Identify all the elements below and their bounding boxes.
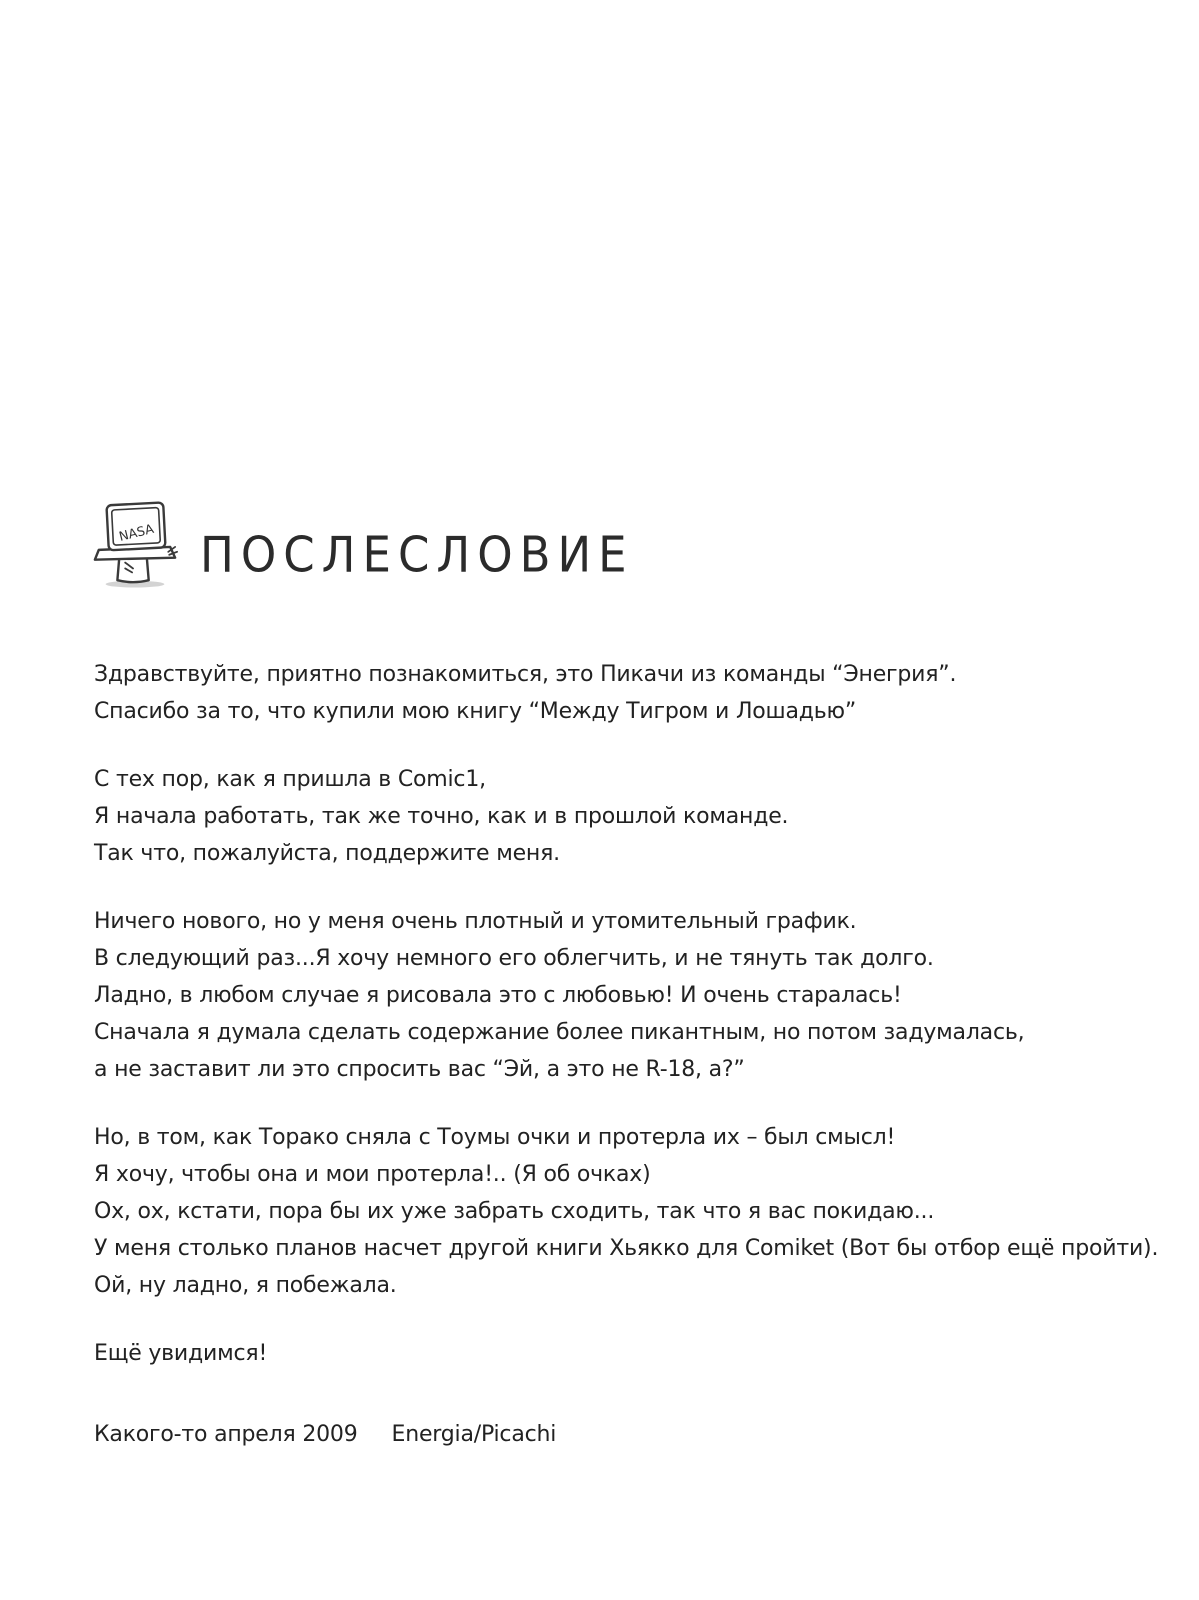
text-line: Ладно, в любом случае я рисовала это с любовью! И очень старалась! bbox=[94, 983, 902, 1008]
text-line: Ничего нового, но у меня очень плотный и утомительный график. bbox=[94, 909, 857, 934]
chibi-laptop-doodle-icon bbox=[86, 498, 184, 590]
paragraph-schedule bbox=[94, 903, 1149, 1088]
date-text: Какого-то апреля 2009 bbox=[94, 1422, 358, 1447]
text-line: Здравствуйте, приятно познакомиться, это Пикачи из команды “Энегрия”. bbox=[94, 662, 957, 687]
paragraph-torako bbox=[94, 1119, 1159, 1304]
text-line: У меня столько планов насчет другой книги Хьякко для Comiket (Вот бы отбор ещё пройти). bbox=[94, 1236, 1159, 1261]
text-line: В следующий раз...Я хочу немного его облегчить, и не тянуть так долго. bbox=[94, 946, 934, 971]
date-credit-line bbox=[94, 1416, 1149, 1453]
text-line: С тех пор, как я пришла в Comic1, bbox=[94, 767, 486, 792]
text-line: Но, в том, как Торако сняла с Тоумы очки и протерла их – был смысл! bbox=[94, 1125, 896, 1150]
text-line: Я начала работать, так же точно, как и в прошлой команде. bbox=[94, 804, 789, 829]
text-line: Ох, ох, кстати, пора бы их уже забрать сходить, так что я вас покидаю... bbox=[94, 1199, 935, 1224]
text-line: а не заставит ли это спросить вас “Эй, а это не R-18, а?” bbox=[94, 1057, 745, 1082]
paragraph-greeting bbox=[94, 656, 1149, 730]
text-line: Я хочу, чтобы она и мои протерла!.. (Я об очках) bbox=[94, 1162, 651, 1187]
text-line: Сначала я думала сделать содержание более пикантным, но потом задумалась, bbox=[94, 1020, 1025, 1045]
page-header bbox=[86, 498, 634, 590]
doodle-nasa-label: NASA bbox=[117, 520, 156, 544]
credit-text: Energia/Picachi bbox=[391, 1422, 557, 1447]
text-line: Спасибо за то, что купили мою книгу “Между Тигром и Лошадью” bbox=[94, 699, 857, 724]
afterword-text bbox=[94, 656, 1159, 1453]
text-line: Так что, пожалуйста, поддержите меня. bbox=[94, 841, 560, 866]
page-title: ПОСЛЕСЛОВИЕ bbox=[200, 526, 634, 584]
paragraph-comic1 bbox=[94, 761, 1149, 872]
text-line: Ещё увидимся! bbox=[94, 1341, 268, 1366]
text-line: Ой, ну ладно, я побежала. bbox=[94, 1273, 397, 1298]
paragraph-farewell bbox=[94, 1335, 1149, 1372]
